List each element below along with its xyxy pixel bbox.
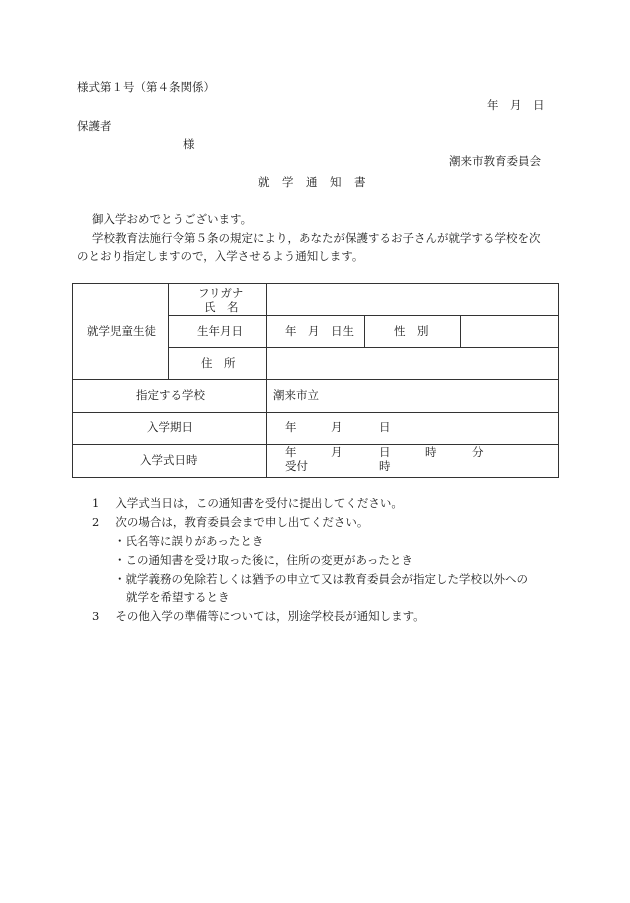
col-divider — [266, 284, 267, 477]
col-divider — [364, 315, 365, 348]
honorific: 様 — [183, 137, 195, 151]
row-divider — [168, 315, 558, 316]
note-2-bullet-1: ・氏名等に誤りがあったとき — [114, 534, 264, 548]
row-divider — [73, 412, 558, 413]
form-number: 様式第１号（第４条関係） — [77, 80, 215, 94]
ceremony-hour: 時 — [425, 445, 437, 459]
col-divider — [460, 315, 461, 348]
name-label: 氏 名 — [204, 300, 239, 314]
paragraph-line-1: 学校教育法施行令第５条の規定により，あなたが保護するお子さんが就学する学校を次 — [92, 231, 541, 245]
row-divider — [168, 347, 558, 348]
ceremony-minute: 分 — [472, 445, 484, 459]
guardian-label: 保護者 — [77, 119, 112, 133]
note-number: 2 — [92, 515, 100, 529]
note-2-bullet-3-cont: 就学を希望するとき — [126, 590, 230, 604]
furigana-label: フリガナ — [198, 286, 244, 300]
birthdate-value: 年 月 日生 — [285, 324, 354, 338]
ceremony-month: 月 — [331, 445, 343, 459]
ceremony-day: 日 — [379, 445, 391, 459]
entry-day: 日 — [379, 420, 391, 434]
note-3 — [92, 611, 425, 623]
note-text: その他入学の準備等については，別途学校長が通知します。 — [115, 609, 425, 623]
note-2-bullet-3: ・就学義務の免除若しくは猶予の申立て又は教育委員会が指定した学校以外への — [114, 572, 528, 586]
reception-label: 受付 — [285, 459, 308, 473]
row-divider — [73, 379, 558, 380]
address-label: 住 所 — [201, 356, 236, 370]
ceremony-year: 年 — [285, 445, 297, 459]
child-section-label: 就学児童生徒 — [87, 324, 156, 338]
enrollment-table — [72, 283, 559, 478]
note-number: 1 — [92, 496, 100, 510]
note-text: 次の場合は，教育委員会まで申し出てください。 — [115, 515, 369, 529]
entry-date-label: 入学期日 — [147, 420, 193, 434]
issue-date: 年 月 日 — [487, 98, 545, 112]
entry-year: 年 — [285, 420, 297, 434]
col-divider — [168, 284, 169, 380]
issuer: 潮来市教育委員会 — [449, 154, 541, 168]
note-2-bullet-2: ・この通知書を受け取った後に，住所の変更があったとき — [114, 553, 413, 567]
note-text: 入学式当日は，この通知書を受付に提出してください。 — [115, 496, 403, 510]
note-2 — [92, 517, 368, 529]
greeting: 御入学おめでとうございます。 — [92, 212, 253, 226]
document-title: 就 学 通 知 書 — [258, 175, 366, 189]
gender-label: 性 別 — [394, 324, 429, 338]
birthdate-label: 生年月日 — [197, 324, 243, 338]
entry-month: 月 — [331, 420, 343, 434]
paragraph-line-2: のとおり指定しますので，入学させるよう通知します。 — [77, 249, 364, 263]
note-1 — [92, 498, 403, 510]
ceremony-label: 入学式日時 — [140, 453, 198, 467]
reception-hour: 時 — [379, 459, 391, 473]
school-label: 指定する学校 — [136, 388, 205, 402]
note-number: 3 — [92, 609, 100, 623]
row-divider — [73, 444, 558, 445]
school-value: 潮来市立 — [273, 388, 319, 402]
